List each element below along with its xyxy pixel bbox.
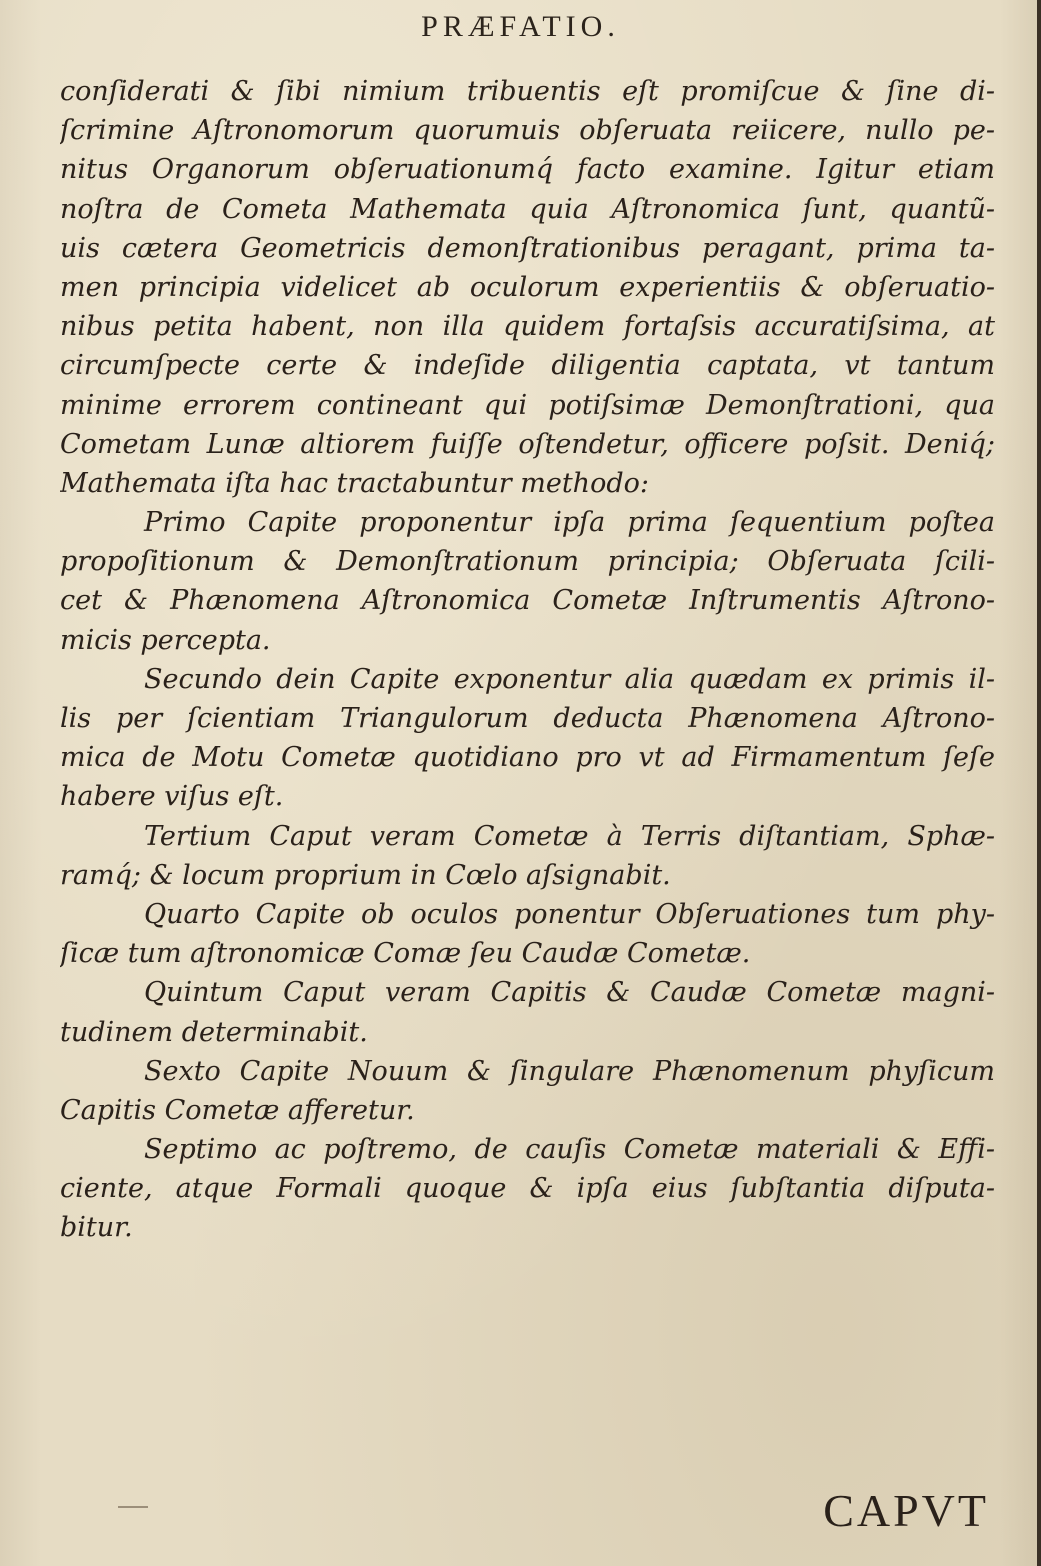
text-line: tudinem determinabit. — [60, 1016, 368, 1048]
running-head: PRÆFATIO. — [421, 10, 620, 43]
text-line: propoſitionum & Demonſtrationum principia; Obſeruata ſcili- — [60, 546, 995, 578]
text-line: Cometam Lunæ altiorem fuiſſe oſtendetur, officere poſsit. Deniq́; — [60, 428, 995, 460]
text-line: bitur. — [60, 1212, 133, 1244]
text-line: nibus petita habent, non illa quidem fortaſsis accuratiſsima, at — [60, 311, 995, 343]
text-line: Quarto Capite ob oculos ponentur Obſeruationes tum phy- — [144, 898, 995, 930]
text-line: lis per ſcientiam Triangulorum deducta Phænomena Aſtrono- — [60, 703, 995, 734]
catchword: CAPVT — [823, 1485, 989, 1536]
text-line: conſiderati & ſibi nimium tribuentis eſt promiſcue & ſine di- — [60, 76, 995, 107]
text-line: ramq́; & locum proprium in Cœlo aſsignabit. — [60, 859, 671, 891]
text-line: Secundo dein Capite exponentur alia quædam ex primis il- — [144, 663, 995, 695]
text-line: noſtra de Cometa Mathemata quia Aſtronomica ſunt, quantũ- — [60, 193, 995, 225]
text-line: habere viſus eſt. — [60, 781, 284, 813]
text-line: cet & Phænomena Aſtronomica Cometæ Inſtrumentis Aſtrono- — [60, 585, 995, 617]
text-line: Mathemata iſta hac tractabuntur methodo: — [60, 467, 649, 499]
text-line: circumſpecte certe & indeſide diligentia captata, vt tantum — [60, 350, 995, 382]
text-line: ciente, atque Formali quoque & ipſa eius ſubſtantia diſputa- — [60, 1173, 995, 1205]
text-line: Tertium Caput veram Cometæ à Terris diſtantiam, Sphæ- — [144, 820, 995, 852]
text-line: Septimo ac poſtremo, de cauſis Cometæ materiali & Effi- — [144, 1134, 995, 1166]
text-line: mica de Motu Cometæ quotidiano pro vt ad Firmamentum ſeſe — [60, 742, 995, 774]
text-line: uis cætera Geometricis demonſtrationibus peragant, prima ta- — [60, 232, 995, 264]
text-line: nitus Organorum obſeruationumq́ facto examine. Igitur etiam — [60, 154, 995, 186]
page-edge — [1037, 0, 1041, 1566]
text-line: Sexto Capite Nouum & ſingulare Phænomenum phyſicum — [144, 1055, 995, 1087]
text-line: men principia videlicet ab oculorum experientiis & obſeruatio- — [60, 271, 995, 303]
text-line: Primo Capite proponentur ipſa prima ſequentium poſtea — [144, 507, 995, 539]
text-line: micis percepta. — [60, 624, 271, 656]
text-line: ſcrimine Aſtronomorum quorumuis obſeruata reiicere, nullo pe- — [60, 115, 995, 147]
text-line: minime errorem contineant qui potiſsimæ Demonſtrationi, qua — [60, 389, 995, 421]
text-line: Capitis Cometæ afferetur. — [60, 1094, 415, 1126]
text-line: ſicæ tum aſtronomicæ Comæ ſeu Caudæ Cometæ. — [60, 938, 751, 970]
preface-text — [60, 72, 995, 1248]
text-line: Quintum Caput veram Capitis & Caudæ Cometæ magni- — [144, 977, 995, 1009]
decorative-dash — [118, 1506, 148, 1508]
